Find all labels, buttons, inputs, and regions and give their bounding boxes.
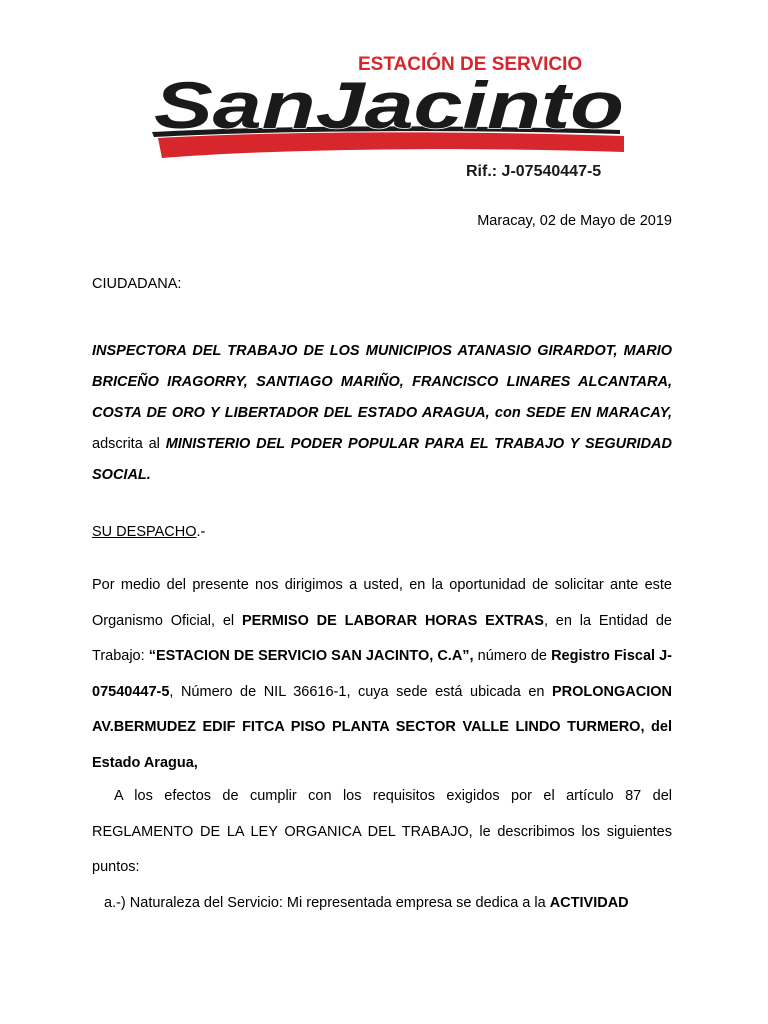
paragraph-text: número de	[473, 648, 552, 664]
company-name: “ESTACION DE SERVICIO SAN JACINTO, C.A”,	[148, 648, 474, 664]
paragraph-nature-of-service	[92, 886, 672, 922]
san-jacinto-logo	[140, 40, 640, 190]
logo-brand-name: SanJacinto	[154, 68, 624, 142]
paragraph-requirements: A los efectos de cumplir con los requisitos exigidos por el artículo 87 del REGLAMENTO DE LA LEY ORGANICA DEL TRABAJO, le describimos los siguientes puntos:	[92, 788, 672, 875]
permit-type: PERMISO DE LABORAR HORAS EXTRAS	[241, 612, 544, 629]
activity-label: ACTIVIDAD	[549, 895, 629, 911]
paragraph-text: a.-) Naturaleza del Servicio: Mi representada empresa se dedica a la	[104, 895, 550, 911]
paragraph-text: Por medio del presente nos dirigimos a usted, en la oportunidad de solicitar ante este Organismo Oficial, el	[92, 577, 672, 629]
logo-tagline: ESTACIÓN DE SERVICIO	[358, 54, 583, 75]
despacho-suffix: .-	[196, 524, 206, 540]
salutation: CIUDADANA:	[92, 276, 182, 292]
despacho-line	[92, 524, 205, 540]
addressee-block	[92, 336, 672, 491]
paragraph-text: , Número de NIL 36616-1, cuya sede está ubicada en	[169, 683, 552, 700]
paragraph-text: , en la Entidad de Trabajo:	[92, 612, 672, 664]
fiscal-registry: Registro Fiscal J-07540447-5	[92, 648, 672, 700]
date-line: Maracay, 02 de Mayo de 2019	[477, 213, 672, 229]
despacho-label: SU DESPACHO	[92, 524, 197, 540]
addressee-title: INSPECTORA DEL TRABAJO DE LOS MUNICIPIOS ATANASIO GIRARDOT, MARIO BRICEÑO IRAGORRY, SANTIAGO MARIÑO, FRANCISCO LINARES ALCANTARA, COSTA DE ORO Y LIBERTADOR DEL ESTADO ARAGUA, con SEDE EN MARACAY,	[92, 343, 672, 421]
company-letterhead	[140, 40, 640, 190]
addressee-ministry: MINISTERIO DEL PODER POPULAR PARA EL TRABAJO Y SEGURIDAD SOCIAL.	[92, 436, 672, 483]
company-address: PROLONGACION AV.BERMUDEZ EDIF FITCA PISO PLANTA SECTOR VALLE LINDO TURMERO, del Estado Aragua,	[92, 683, 672, 771]
addressee-connector: adscrita al	[92, 436, 166, 452]
logo-rif: Rif.: J-07540447-5	[466, 163, 602, 180]
paragraph-request	[92, 568, 672, 781]
